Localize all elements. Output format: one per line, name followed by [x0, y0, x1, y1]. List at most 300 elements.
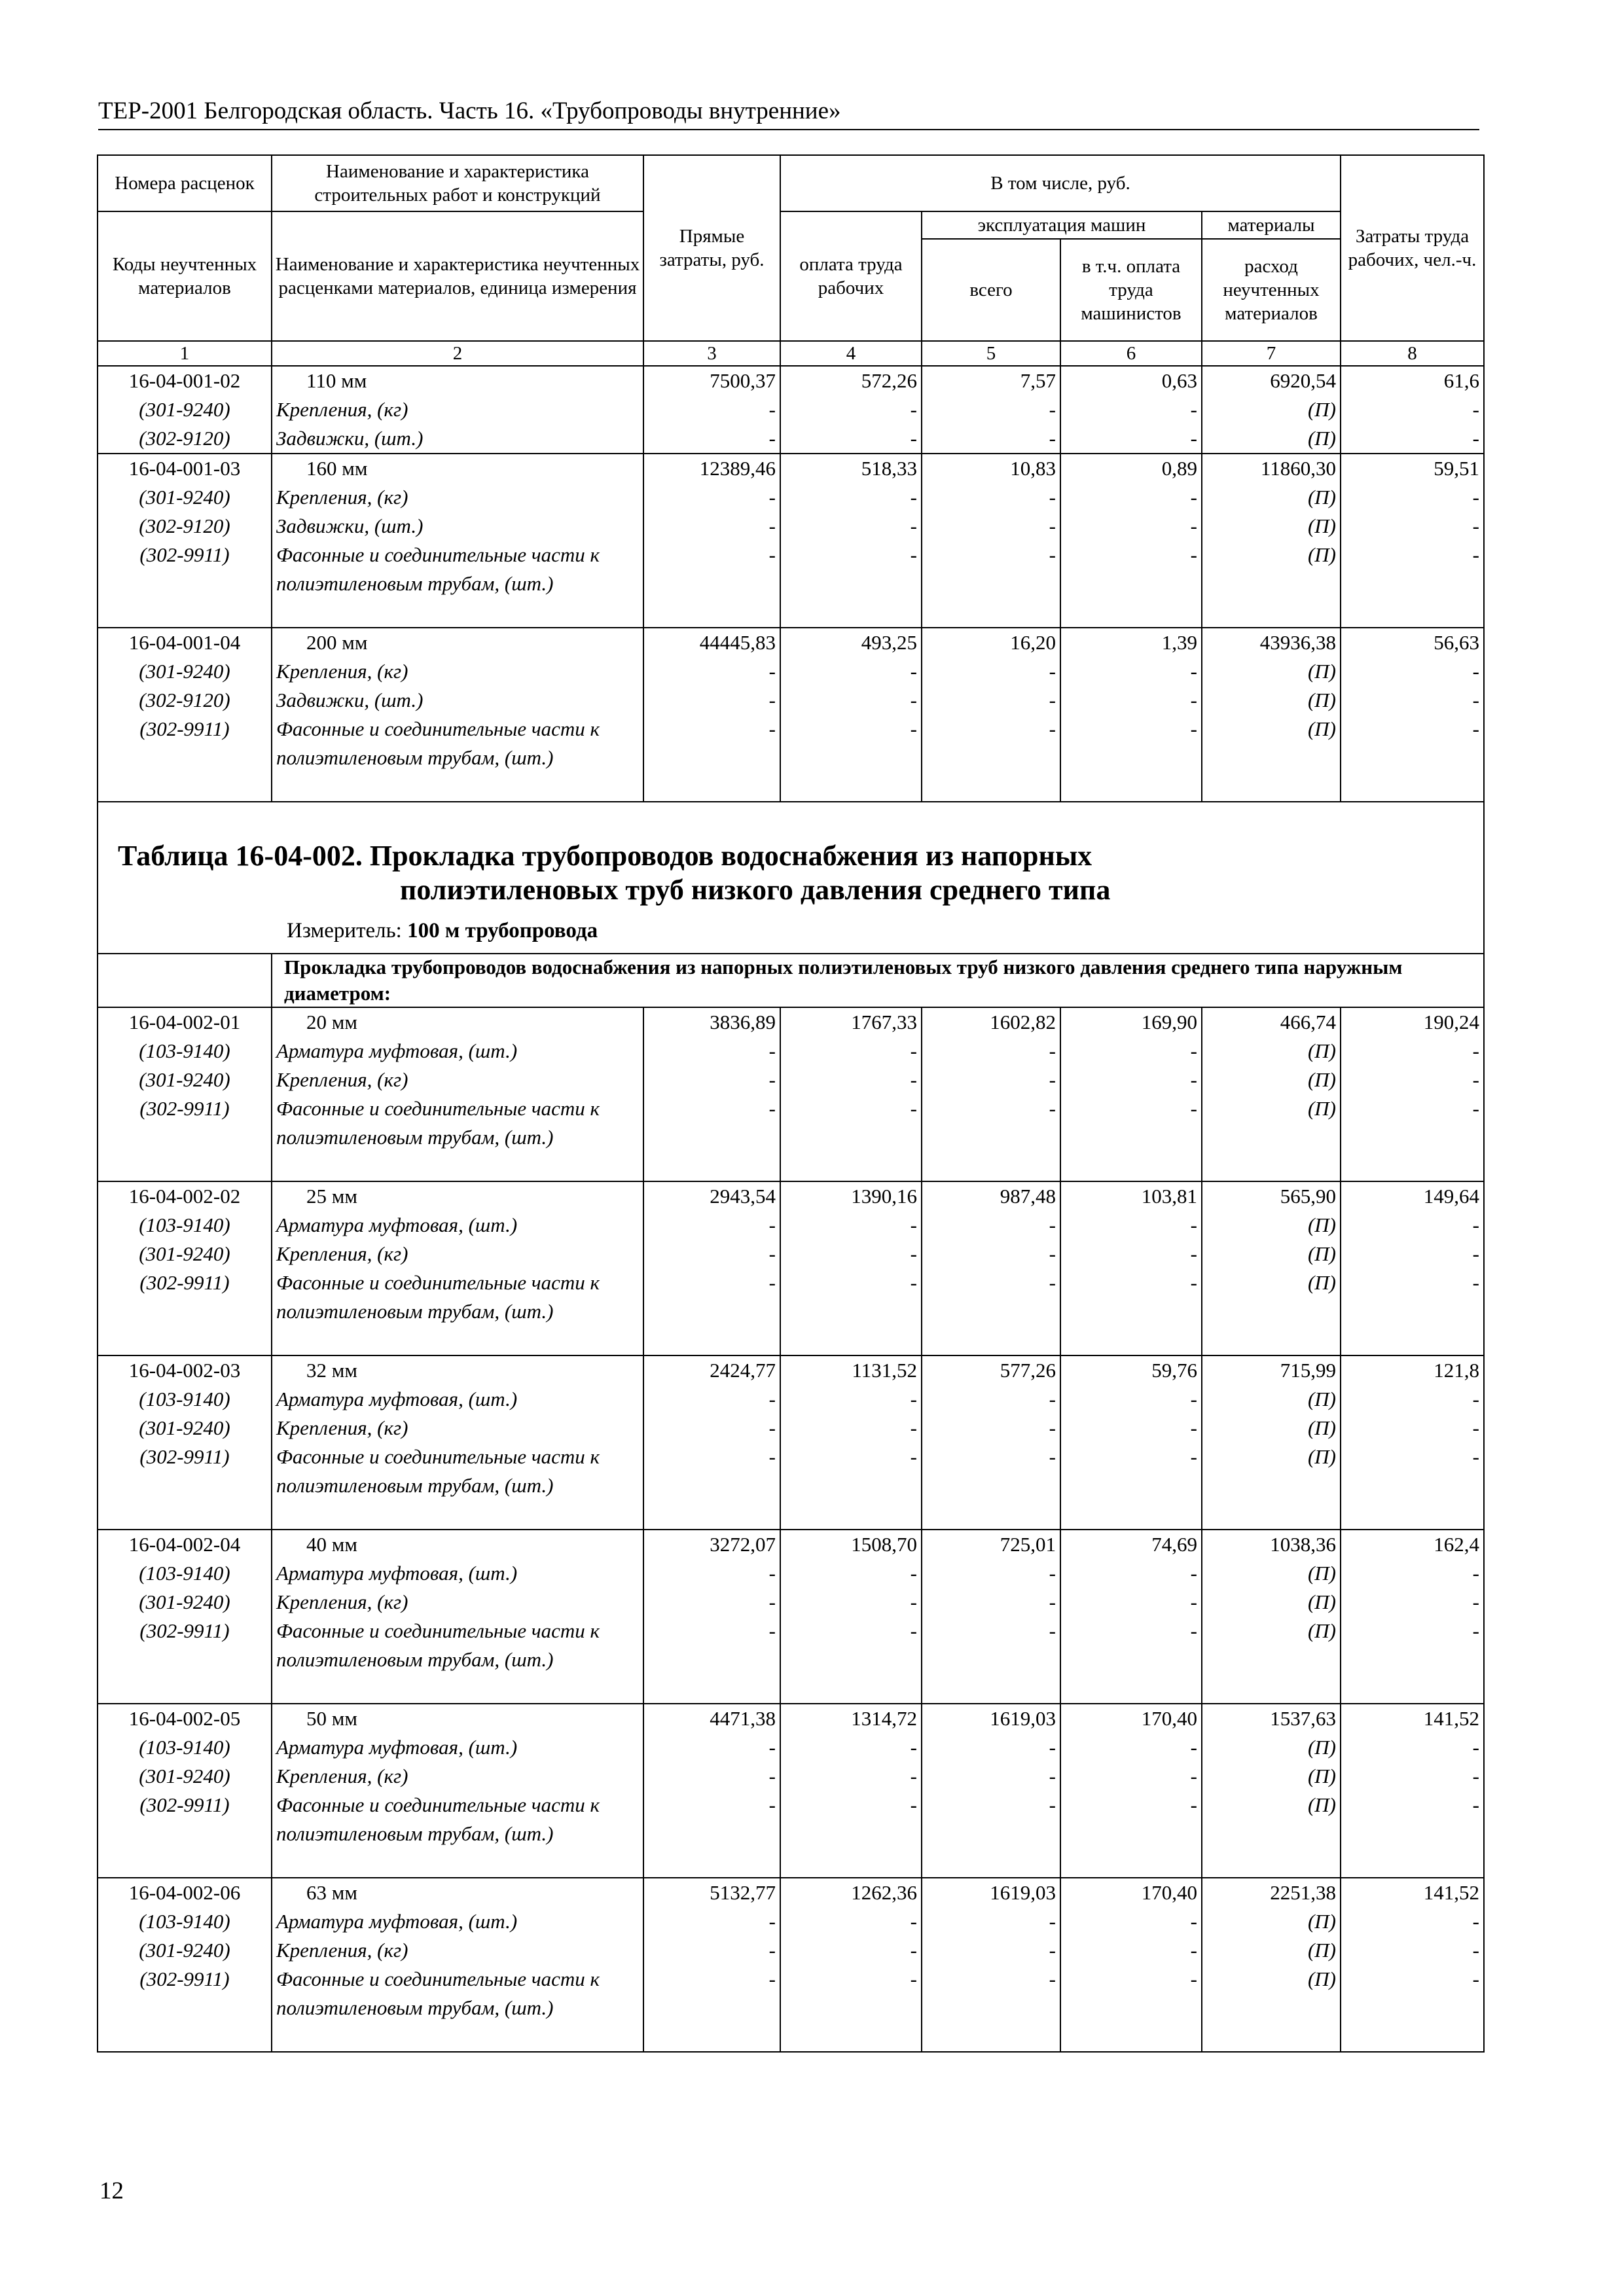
material-dash: -	[768, 660, 776, 683]
value: 10,83	[1010, 457, 1056, 480]
material-dash: -	[910, 398, 917, 421]
value-cell	[1060, 366, 1202, 454]
material-dash: -	[768, 1765, 776, 1787]
value: 16,20	[1010, 631, 1056, 654]
col-header-machines-total: всего	[922, 239, 1060, 341]
value-cell	[1202, 1878, 1341, 2052]
material-dash: -	[1472, 1939, 1479, 1962]
material-mark: (П)	[1307, 486, 1336, 509]
material-name: Крепления, (кг)	[276, 1765, 408, 1787]
material-dash: -	[1190, 1416, 1197, 1439]
material-dash: -	[910, 1213, 917, 1236]
value-cell	[922, 1355, 1060, 1530]
material-mark: (П)	[1307, 1619, 1336, 1642]
value-cell	[1341, 628, 1484, 802]
material-dash: -	[1190, 1736, 1197, 1759]
material-mark: (П)	[1307, 1271, 1336, 1294]
rate-code: 16-04-002-04	[128, 1533, 241, 1556]
material-code: (301-9240)	[139, 1939, 230, 1962]
material-dash: -	[1190, 1590, 1197, 1613]
material-dash: -	[768, 1590, 776, 1613]
material-mark: (П)	[1307, 1068, 1336, 1091]
value-cell	[922, 1530, 1060, 1704]
material-mark: (П)	[1307, 1416, 1336, 1439]
value-cell	[1341, 1355, 1484, 1530]
value: 572,26	[861, 369, 917, 392]
material-mark: (П)	[1307, 717, 1336, 740]
material-code: (301-9240)	[139, 660, 230, 683]
material-dash: -	[768, 398, 776, 421]
material-dash: -	[1049, 1590, 1056, 1613]
value: 170,40	[1141, 1707, 1197, 1730]
value-cell	[922, 454, 1060, 628]
value: 59,51	[1434, 457, 1479, 480]
col-header-direct-costs: Прямые затраты, руб.	[643, 155, 780, 341]
material-dash: -	[1190, 1445, 1197, 1468]
material-code: (302-9911)	[139, 717, 230, 740]
measure-unit: Измеритель: 100 м трубопровода	[287, 919, 598, 942]
material-dash: -	[910, 1736, 917, 1759]
material-dash: -	[1049, 1213, 1056, 1236]
material-dash: -	[1472, 1910, 1479, 1933]
value: 1314,72	[851, 1707, 917, 1730]
material-dash: -	[1049, 486, 1056, 509]
value: 74,69	[1151, 1533, 1197, 1556]
material-code: (103-9140)	[139, 1388, 230, 1410]
material-dash: -	[1049, 1562, 1056, 1585]
value-cell	[1341, 1878, 1484, 2052]
material-code: (302-9911)	[139, 543, 230, 566]
material-dash: -	[768, 1097, 776, 1120]
material-dash: -	[1049, 1793, 1056, 1816]
value: 2251,38	[1270, 1881, 1336, 1904]
value: 0,63	[1161, 369, 1197, 392]
value-cell	[922, 628, 1060, 802]
material-dash: -	[768, 1416, 776, 1439]
value: 3836,89	[710, 1011, 776, 1033]
rate-code-cell	[98, 1530, 272, 1704]
rate-row	[98, 628, 1484, 802]
value: 43936,38	[1259, 631, 1336, 654]
value-cell	[780, 454, 922, 628]
material-mark: (П)	[1307, 427, 1336, 450]
material-dash: -	[768, 1939, 776, 1962]
rate-code-cell	[98, 1007, 272, 1181]
material-dash: -	[1190, 1967, 1197, 1990]
material-name: Крепления, (кг)	[276, 398, 408, 421]
col-header-rate-numbers: Номера расценок	[98, 155, 272, 211]
material-mark: (П)	[1307, 1939, 1336, 1962]
material-mark: (П)	[1307, 1445, 1336, 1468]
pipe-diameter: 50 мм	[306, 1707, 357, 1730]
material-name: Фасонные и соединительные части к полиэтиленовым трубам, (шт.)	[276, 1619, 600, 1671]
value: 466,74	[1280, 1011, 1336, 1033]
material-name: Арматура муфтовая, (шт.)	[276, 1736, 518, 1759]
material-code: (103-9140)	[139, 1039, 230, 1062]
material-name: Задвижки, (шт.)	[276, 427, 424, 450]
rate-name-cell	[272, 1704, 643, 1878]
column-number: 5	[922, 341, 1060, 366]
material-dash: -	[768, 1736, 776, 1759]
material-dash: -	[1049, 717, 1056, 740]
value-cell	[1060, 1530, 1202, 1704]
rate-code-cell	[98, 1704, 272, 1878]
material-dash: -	[1472, 1562, 1479, 1585]
material-dash: -	[1190, 486, 1197, 509]
pipe-diameter: 40 мм	[306, 1533, 357, 1556]
rate-name-cell	[272, 454, 643, 628]
material-mark: (П)	[1307, 1590, 1336, 1613]
material-dash: -	[910, 486, 917, 509]
page-header: ТЕР-2001 Белгородская область. Часть 16. «Трубопроводы внутренние»	[98, 97, 1479, 130]
rate-code: 16-04-002-02	[128, 1185, 241, 1208]
material-name: Фасонные и соединительные части к полиэтиленовым трубам, (шт.)	[276, 543, 600, 595]
value-cell	[1060, 1878, 1202, 2052]
material-dash: -	[910, 1445, 917, 1468]
material-dash: -	[1190, 1910, 1197, 1933]
material-dash: -	[768, 543, 776, 566]
material-name: Задвижки, (шт.)	[276, 514, 424, 537]
material-dash: -	[910, 689, 917, 711]
material-dash: -	[910, 1562, 917, 1585]
value-cell	[643, 1007, 780, 1181]
material-dash: -	[768, 1271, 776, 1294]
material-dash: -	[1190, 660, 1197, 683]
value: 1602,82	[990, 1011, 1056, 1033]
value: 493,25	[861, 631, 917, 654]
material-dash: -	[1472, 660, 1479, 683]
value: 2943,54	[710, 1185, 776, 1208]
material-dash: -	[1472, 1388, 1479, 1410]
material-dash: -	[1472, 1242, 1479, 1265]
material-dash: -	[768, 1562, 776, 1585]
column-number: 3	[643, 341, 780, 366]
value-cell	[643, 1355, 780, 1530]
value-cell	[1341, 1181, 1484, 1355]
value: 5132,77	[710, 1881, 776, 1904]
material-dash: -	[768, 1445, 776, 1468]
material-name: Крепления, (кг)	[276, 1590, 408, 1613]
material-name: Крепления, (кг)	[276, 1416, 408, 1439]
rate-code-cell	[98, 1355, 272, 1530]
value-cell	[643, 1181, 780, 1355]
value-cell	[1202, 1704, 1341, 1878]
value: 11860,30	[1260, 457, 1336, 480]
col-header-unaccounted-materials: расход неучтенных материалов	[1202, 239, 1341, 341]
value-cell	[643, 454, 780, 628]
material-dash: -	[1049, 1416, 1056, 1439]
rate-row	[98, 1007, 1484, 1181]
value-cell	[1202, 1007, 1341, 1181]
value-cell	[1202, 628, 1341, 802]
rate-code-cell	[98, 628, 272, 802]
rate-code-cell	[98, 454, 272, 628]
material-mark: (П)	[1307, 689, 1336, 711]
rate-code-cell	[98, 366, 272, 454]
material-mark: (П)	[1307, 1967, 1336, 1990]
material-code: (302-9911)	[139, 1097, 230, 1120]
material-dash: -	[1049, 660, 1056, 683]
rate-code-cell	[98, 1878, 272, 2052]
material-dash: -	[910, 1068, 917, 1091]
material-dash: -	[1190, 1097, 1197, 1120]
pipe-diameter: 25 мм	[306, 1185, 357, 1208]
value-cell	[643, 1704, 780, 1878]
material-dash: -	[1472, 1765, 1479, 1787]
material-dash: -	[1049, 689, 1056, 711]
material-dash: -	[1190, 1213, 1197, 1236]
material-dash: -	[1472, 486, 1479, 509]
pipe-diameter: 32 мм	[306, 1359, 357, 1382]
value-cell	[922, 1181, 1060, 1355]
material-dash: -	[1472, 1445, 1479, 1468]
material-dash: -	[910, 1590, 917, 1613]
value-cell	[922, 1878, 1060, 2052]
value-cell	[1202, 1355, 1341, 1530]
material-dash: -	[1472, 1039, 1479, 1062]
value: 1390,16	[851, 1185, 917, 1208]
material-dash: -	[910, 1242, 917, 1265]
value-cell	[1341, 366, 1484, 454]
material-name: Крепления, (кг)	[276, 1939, 408, 1962]
material-dash: -	[1049, 1097, 1056, 1120]
material-code: (103-9140)	[139, 1562, 230, 1585]
material-dash: -	[768, 1793, 776, 1816]
material-dash: -	[768, 1242, 776, 1265]
material-mark: (П)	[1307, 1213, 1336, 1236]
material-mark: (П)	[1307, 1910, 1336, 1933]
value-cell	[780, 1181, 922, 1355]
material-name: Фасонные и соединительные части к полиэтиленовым трубам, (шт.)	[276, 1967, 600, 2019]
pipe-diameter: 63 мм	[306, 1881, 357, 1904]
rate-row	[98, 1704, 1484, 1878]
material-dash: -	[1472, 427, 1479, 450]
material-code: (103-9140)	[139, 1213, 230, 1236]
rate-name-cell	[272, 628, 643, 802]
value: 103,81	[1141, 1185, 1197, 1208]
value: 44445,83	[699, 631, 776, 654]
rate-code: 16-04-001-02	[128, 369, 241, 392]
section-heading: Прокладка трубопроводов водоснабжения из напорных полиэтиленовых труб низкого давления среднего типа наружным диаметром:	[272, 954, 1484, 1007]
material-name: Крепления, (кг)	[276, 660, 408, 683]
material-dash: -	[1472, 398, 1479, 421]
value: 141,52	[1423, 1707, 1479, 1730]
value: 169,90	[1141, 1011, 1197, 1033]
material-dash: -	[910, 1097, 917, 1120]
material-dash: -	[1472, 1736, 1479, 1759]
material-name: Фасонные и соединительные части к полиэтиленовым трубам, (шт.)	[276, 1445, 600, 1497]
material-dash: -	[910, 514, 917, 537]
material-dash: -	[1472, 1213, 1479, 1236]
material-dash: -	[1190, 1068, 1197, 1091]
material-code: (301-9240)	[139, 1416, 230, 1439]
value-cell	[643, 1530, 780, 1704]
material-name: Фасонные и соединительные части к полиэтиленовым трубам, (шт.)	[276, 1097, 600, 1149]
material-name: Крепления, (кг)	[276, 486, 408, 509]
material-dash: -	[1049, 543, 1056, 566]
material-dash: -	[910, 717, 917, 740]
pipe-diameter: 200 мм	[306, 631, 368, 654]
table-16-04-002-body	[98, 1007, 1484, 2052]
material-dash: -	[910, 1039, 917, 1062]
material-dash: -	[910, 1967, 917, 1990]
pipe-diameter: 110 мм	[306, 369, 367, 392]
material-code: (302-9120)	[139, 427, 230, 450]
material-dash: -	[1472, 717, 1479, 740]
material-mark: (П)	[1307, 1039, 1336, 1062]
material-dash: -	[768, 1910, 776, 1933]
value-cell	[1060, 454, 1202, 628]
material-dash: -	[1049, 1765, 1056, 1787]
material-dash: -	[1190, 398, 1197, 421]
material-mark: (П)	[1307, 1765, 1336, 1787]
rate-row	[98, 454, 1484, 628]
column-number: 4	[780, 341, 922, 366]
value: 1619,03	[990, 1707, 1056, 1730]
value: 577,26	[1000, 1359, 1056, 1382]
value: 141,52	[1423, 1881, 1479, 1904]
rate-row	[98, 1181, 1484, 1355]
material-dash: -	[1472, 1068, 1479, 1091]
value: 2424,77	[710, 1359, 776, 1382]
value: 7500,37	[710, 369, 776, 392]
material-dash: -	[1190, 1242, 1197, 1265]
column-numbers-row	[98, 341, 1484, 366]
value: 1767,33	[851, 1011, 917, 1033]
material-dash: -	[910, 1388, 917, 1410]
material-name: Арматура муфтовая, (шт.)	[276, 1910, 518, 1933]
material-code: (302-9911)	[139, 1445, 230, 1468]
rate-row	[98, 366, 1484, 454]
material-dash: -	[910, 427, 917, 450]
value: 565,90	[1280, 1185, 1336, 1208]
value-cell	[922, 1007, 1060, 1181]
pipe-diameter: 160 мм	[306, 457, 368, 480]
material-name: Фасонные и соединительные части к полиэтиленовым трубам, (шт.)	[276, 1793, 600, 1845]
material-name: Арматура муфтовая, (шт.)	[276, 1562, 518, 1585]
material-dash: -	[1190, 1039, 1197, 1062]
value-cell	[780, 1704, 922, 1878]
material-dash: -	[1049, 427, 1056, 450]
rate-name-cell	[272, 1878, 643, 2052]
value: 1262,36	[851, 1881, 917, 1904]
value-cell	[1060, 1355, 1202, 1530]
col-header-operators-pay: в т.ч. оплата труда машинистов	[1060, 239, 1202, 341]
material-code: (302-9120)	[139, 514, 230, 537]
material-dash: -	[768, 1619, 776, 1642]
material-dash: -	[1472, 1097, 1479, 1120]
material-code: (302-9911)	[139, 1271, 230, 1294]
material-dash: -	[768, 1967, 776, 1990]
material-dash: -	[1049, 514, 1056, 537]
rate-code: 16-04-001-04	[128, 631, 241, 654]
material-mark: (П)	[1307, 1388, 1336, 1410]
value: 0,89	[1161, 457, 1197, 480]
column-number: 8	[1341, 341, 1484, 366]
material-dash: -	[1472, 514, 1479, 537]
material-code: (301-9240)	[139, 398, 230, 421]
material-name: Фасонные и соединительные части к полиэтиленовым трубам, (шт.)	[276, 1271, 600, 1323]
material-code: (301-9240)	[139, 1765, 230, 1787]
material-dash: -	[768, 486, 776, 509]
material-dash: -	[1049, 1445, 1056, 1468]
value: 1,39	[1161, 631, 1197, 654]
material-dash: -	[768, 1388, 776, 1410]
rate-code: 16-04-002-06	[128, 1881, 241, 1904]
value-cell	[1341, 1530, 1484, 1704]
rate-name-cell	[272, 366, 643, 454]
material-mark: (П)	[1307, 1097, 1336, 1120]
rate-row	[98, 1878, 1484, 2052]
material-code: (103-9140)	[139, 1910, 230, 1933]
material-dash: -	[910, 1619, 917, 1642]
material-dash: -	[1049, 1910, 1056, 1933]
table-16-04-001-body	[98, 366, 1484, 802]
material-dash: -	[768, 1039, 776, 1062]
material-dash: -	[1190, 1619, 1197, 1642]
material-dash: -	[1472, 1619, 1479, 1642]
value: 987,48	[1000, 1185, 1056, 1208]
material-dash: -	[1049, 1388, 1056, 1410]
material-dash: -	[1190, 1765, 1197, 1787]
value: 518,33	[861, 457, 917, 480]
value-cell	[643, 366, 780, 454]
material-mark: (П)	[1307, 543, 1336, 566]
value-cell	[643, 628, 780, 802]
value: 162,4	[1434, 1533, 1479, 1556]
material-code: (302-9911)	[139, 1793, 230, 1816]
value: 6920,54	[1270, 369, 1336, 392]
value-cell	[643, 1878, 780, 2052]
value: 1038,36	[1270, 1533, 1336, 1556]
rate-code: 16-04-002-01	[128, 1011, 241, 1033]
page-number: 12	[99, 2178, 124, 2204]
material-dash: -	[1049, 1242, 1056, 1265]
material-mark: (П)	[1307, 660, 1336, 683]
material-dash: -	[1190, 1939, 1197, 1962]
material-name: Крепления, (кг)	[276, 1068, 408, 1091]
material-dash: -	[1049, 1271, 1056, 1294]
material-code: (302-9911)	[139, 1967, 230, 1990]
value-cell	[780, 1878, 922, 2052]
material-dash: -	[1472, 1967, 1479, 1990]
material-dash: -	[1472, 1793, 1479, 1816]
material-dash: -	[768, 1068, 776, 1091]
value: 149,64	[1423, 1185, 1479, 1208]
col-header-including: В том числе, руб.	[780, 155, 1341, 211]
col-header-material-codes: Коды неучтенных материалов	[98, 211, 272, 341]
col-header-machines: эксплуатация машин	[922, 211, 1202, 239]
material-name: Арматура муфтовая, (шт.)	[276, 1213, 518, 1236]
value: 121,8	[1434, 1359, 1479, 1382]
material-dash: -	[768, 427, 776, 450]
value: 1508,70	[851, 1533, 917, 1556]
value-cell	[780, 366, 922, 454]
material-dash: -	[1190, 514, 1197, 537]
value-cell	[1202, 1530, 1341, 1704]
column-number: 7	[1202, 341, 1341, 366]
material-dash: -	[1190, 543, 1197, 566]
rate-code: 16-04-001-03	[128, 457, 241, 480]
material-dash: -	[1472, 689, 1479, 711]
material-dash: -	[1049, 1039, 1056, 1062]
col-header-materials: материалы	[1202, 211, 1341, 239]
value-cell	[1341, 454, 1484, 628]
material-name: Крепления, (кг)	[276, 1242, 408, 1265]
value: 1619,03	[990, 1881, 1056, 1904]
material-code: (103-9140)	[139, 1736, 230, 1759]
value-cell	[1202, 454, 1341, 628]
